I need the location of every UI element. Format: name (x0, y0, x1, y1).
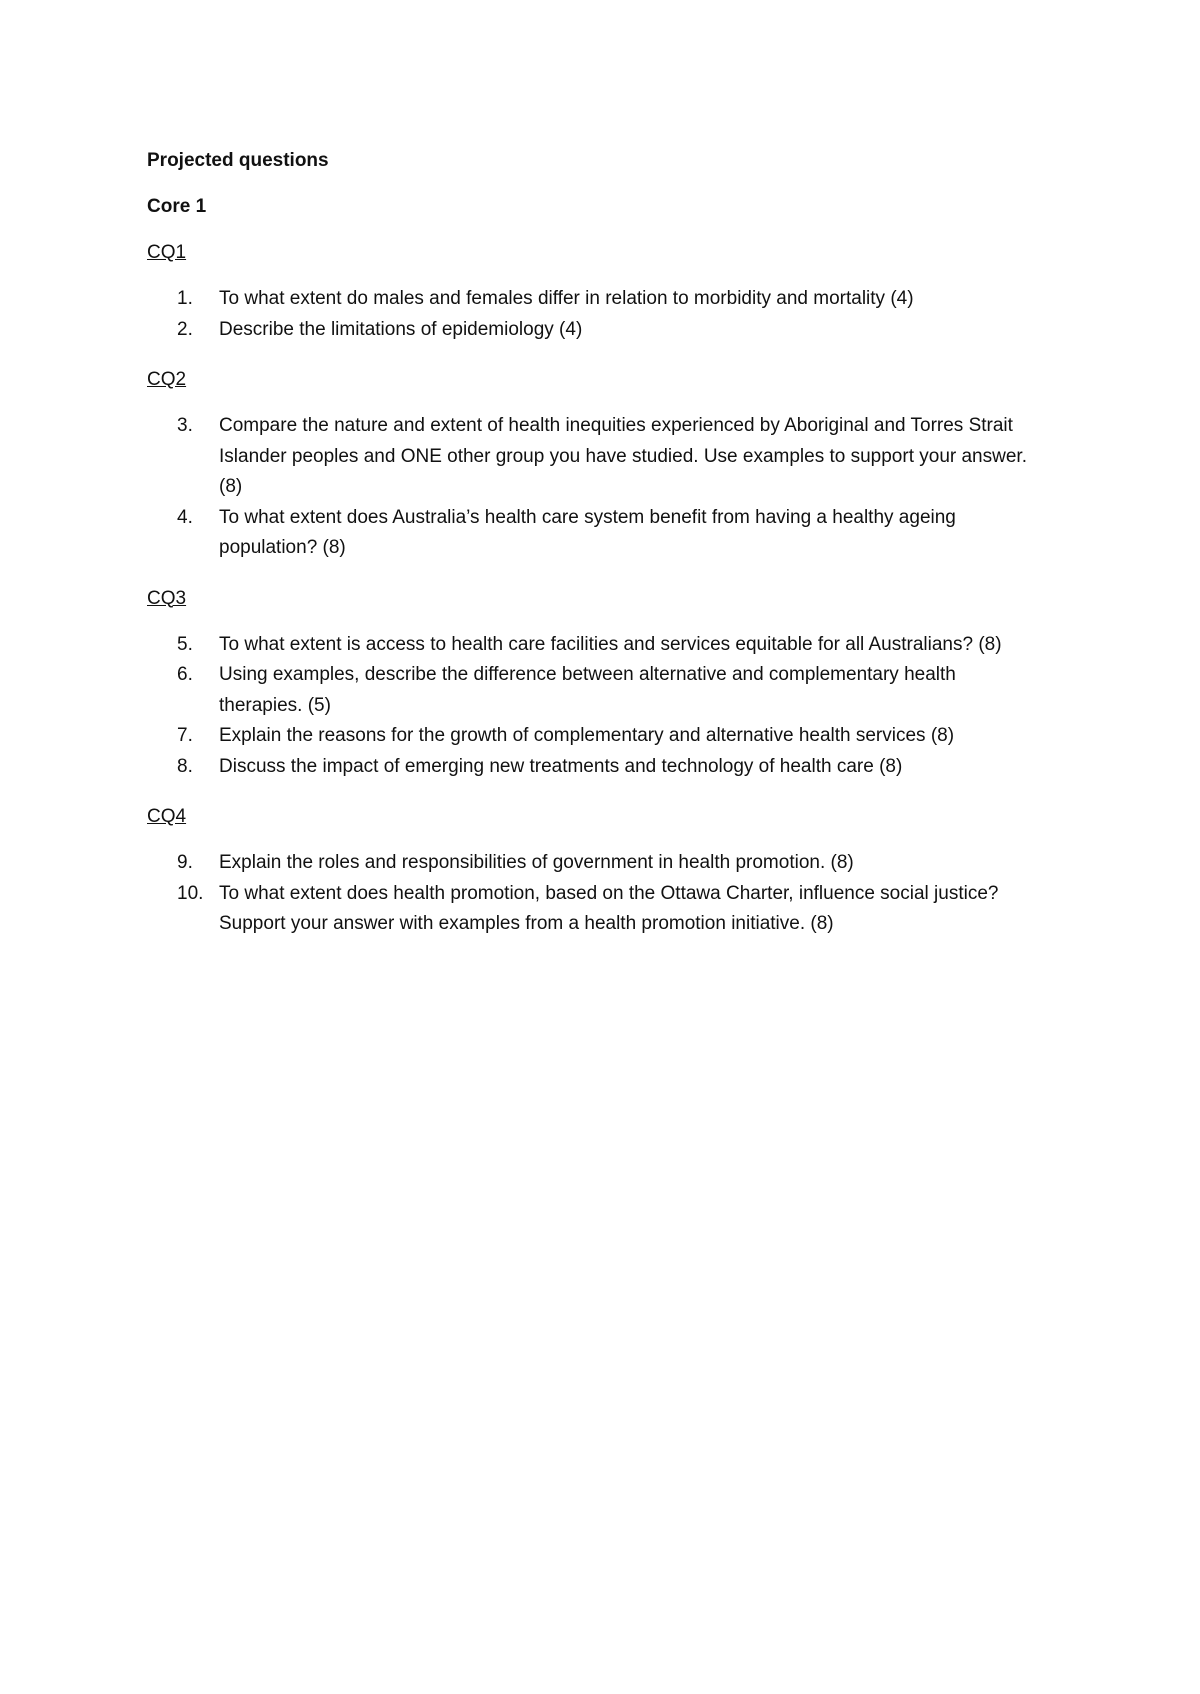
question-number-cell (147, 503, 219, 534)
question-text: Compare the nature and extent of health inequities experienced by Aboriginal and Torres Strait Islander peoples and ONE other group you have studied. Use examples to support your answer. (8) (219, 415, 1027, 497)
question-number-cell (147, 721, 219, 752)
question-item (147, 752, 1027, 783)
question-list (147, 848, 1027, 940)
question-item (147, 503, 1027, 564)
question-list (147, 284, 1027, 345)
question-number: 6. (177, 664, 193, 685)
question-list (147, 630, 1027, 783)
core-heading: Core 1 (147, 196, 207, 217)
question-number-cell (147, 315, 219, 346)
section-heading-4: CQ4 (147, 806, 187, 827)
question-number: 3. (177, 415, 193, 436)
question-number-cell (147, 660, 219, 691)
section-heading-2: CQ2 (147, 369, 187, 390)
document-content (147, 146, 1027, 960)
document-title: Projected questions (147, 150, 329, 171)
question-item (147, 411, 1027, 503)
question-text: Describe the limitations of epidemiology (4) (219, 318, 583, 340)
question-number-cell (147, 848, 219, 879)
question-item (147, 721, 1027, 752)
question-item (147, 660, 1027, 721)
question-text: To what extent does health promotion, based on the Ottawa Charter, influence social justice? Support your answer with examples from a health promotion initiative. (8) (219, 882, 999, 934)
question-number: 2. (177, 318, 193, 340)
question-number: 7. (177, 725, 193, 746)
question-text: Discuss the impact of emerging new treatments and technology of health care (8) (219, 755, 903, 777)
question-text: Explain the reasons for the growth of complementary and alternative health services (8) (219, 725, 955, 746)
question-number: 5. (177, 633, 193, 655)
question-text: To what extent do males and females differ in relation to morbidity and mortality (4) (219, 288, 914, 309)
question-list (147, 411, 1027, 564)
question-number: 8. (177, 755, 193, 777)
question-number-cell (147, 284, 219, 315)
question-number: 4. (177, 506, 193, 528)
question-number-cell (147, 752, 219, 783)
question-number: 9. (177, 852, 193, 873)
question-text: To what extent is access to health care facilities and services equitable for all Australians? (8) (219, 633, 1002, 655)
question-item (147, 879, 1027, 940)
question-item (147, 315, 1027, 346)
section-heading-1: CQ1 (147, 242, 187, 263)
question-item (147, 284, 1027, 315)
section-heading-3: CQ3 (147, 587, 187, 609)
question-number-cell (147, 630, 219, 661)
question-number: 1. (177, 288, 193, 309)
question-number-cell (147, 411, 219, 442)
question-text: Using examples, describe the difference between alternative and complementary health therapies. (5) (219, 664, 956, 716)
sections-container (147, 238, 1027, 940)
question-number: 10. (177, 882, 204, 904)
question-text: Explain the roles and responsibilities of government in health promotion. (8) (219, 852, 854, 873)
question-item (147, 630, 1027, 661)
question-number-cell (147, 879, 219, 910)
question-item (147, 848, 1027, 879)
question-text: To what extent does Australia’s health care system benefit from having a healthy ageing population? (8) (219, 506, 956, 558)
